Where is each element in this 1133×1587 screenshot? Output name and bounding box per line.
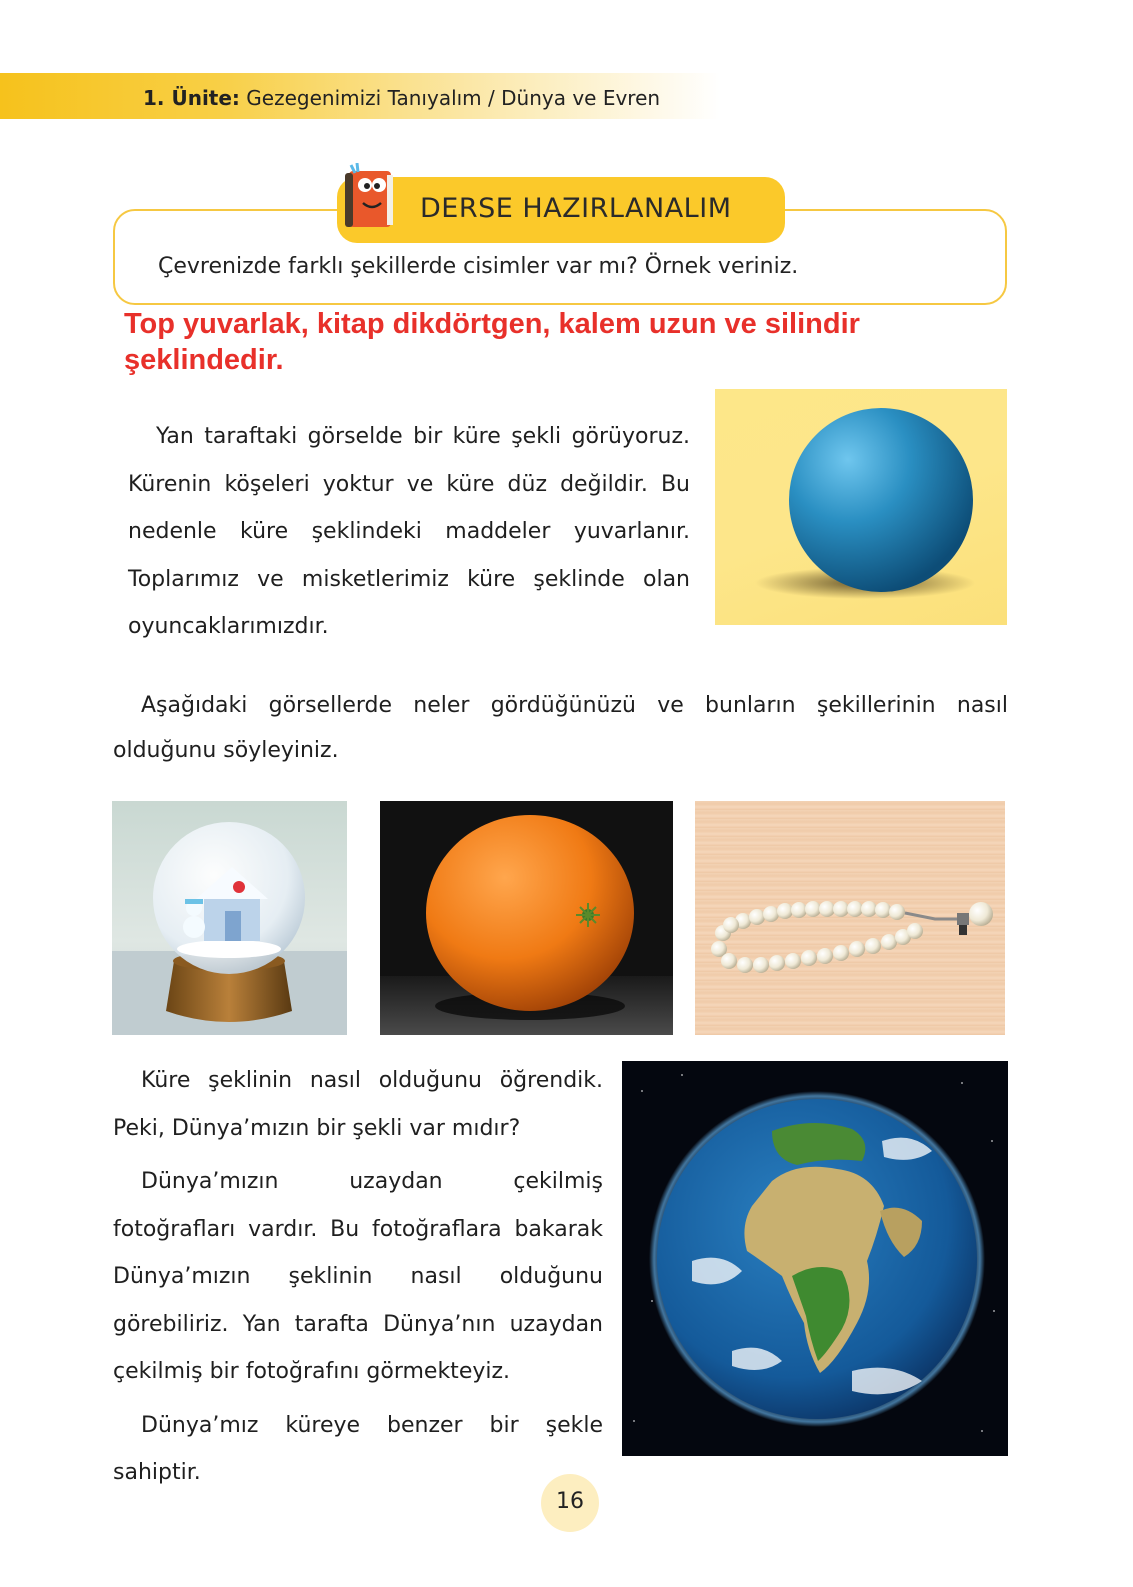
earth-paragraph-3 xyxy=(113,1402,603,1497)
snow-globe-image xyxy=(112,801,347,1035)
look-images-paragraph xyxy=(113,683,1008,773)
answer-text: Top yuvarlak, kitap dikdörtgen, kalem uzun ve silindir şeklindedir. xyxy=(124,308,860,376)
earth-paragraph-1 xyxy=(113,1057,603,1152)
earth-from-space-image xyxy=(622,1061,1008,1456)
earth-text-2: Dünya’mızın uzaydan çekilmiş fotoğrafları vardır. Bu fotoğraflara bakarak Dünya’mızın şeklinin nasıl olduğunu görebiliriz. Yan tarafta Dünya’nın uzaydan çekilmiş bir fotoğrafını görmekteyiz. xyxy=(113,1169,603,1384)
sphere-intro-text: Yan taraftaki görselde bir küre şekli görüyoruz. Kürenin köşeleri yoktur ve küre düz değildir. Bu nedenle küre şeklindeki maddeler yuvarlanır. Toplarımız ve misketlerimiz küre şeklinde olan oyuncaklarımızdır. xyxy=(128,424,690,639)
book-mascot-icon xyxy=(341,163,397,233)
earth-paragraph-2 xyxy=(113,1158,603,1396)
sphere-intro-paragraph xyxy=(128,413,690,651)
unit-title: Gezegenimizi Tanıyalım / Dünya ve Evren xyxy=(246,86,661,110)
prep-title: DERSE HAZIRLANALIM xyxy=(420,193,732,224)
page-number: 16 xyxy=(556,1489,584,1514)
earth-paragraphs xyxy=(113,1057,603,1497)
blue-ball-image xyxy=(715,389,1007,625)
unit-label: 1. Ünite: xyxy=(143,86,240,110)
unit-header xyxy=(143,86,660,110)
look-images-text: Aşağıdaki görsellerde neler gördüğünüzü ve bunların şekillerinin nasıl olduğunu söyleyiniz. xyxy=(113,693,1008,763)
prep-question: Çevrenizde farklı şekillerde cisimler var mı? Örnek veriniz. xyxy=(158,254,799,279)
orange-image xyxy=(380,801,673,1035)
earth-text-1: Küre şeklinin nasıl olduğunu öğrendik. Peki, Dünya’mızın bir şekli var mıdır? xyxy=(113,1068,603,1141)
pearl-bracelet-image xyxy=(695,801,1005,1035)
earth-text-3: Dünya’mız küreye benzer bir şekle sahiptir. xyxy=(113,1412,603,1485)
